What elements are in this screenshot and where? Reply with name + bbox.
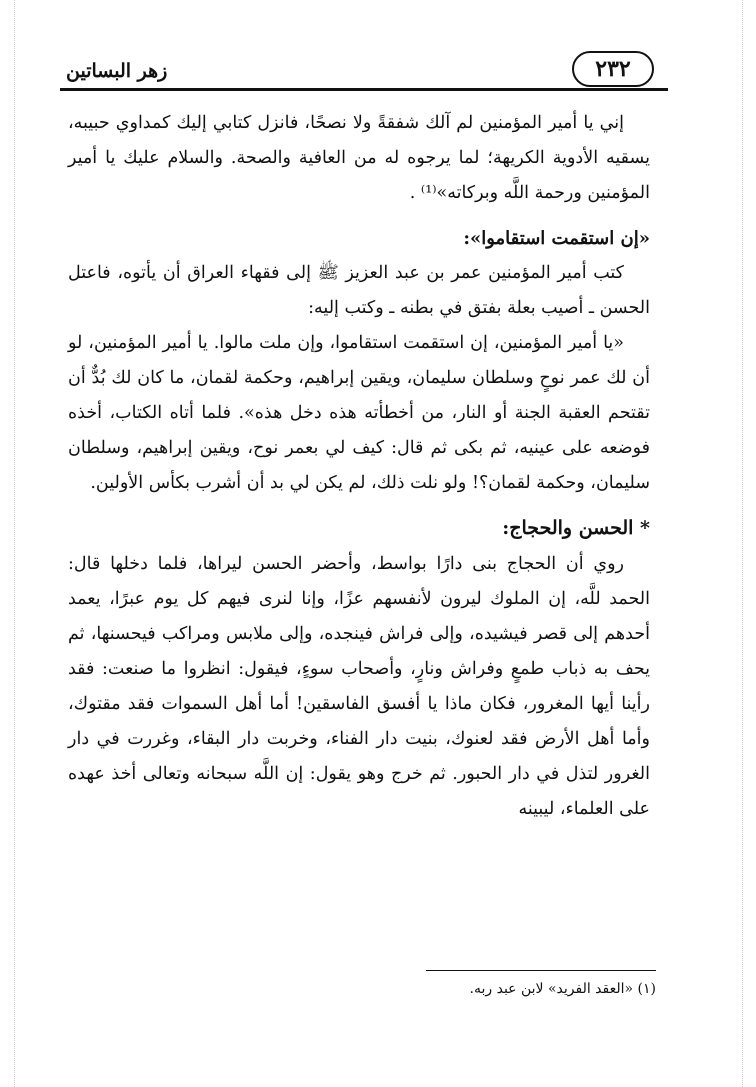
footnote: (١) «العقد الفريد» لابن عبد ربه. — [469, 981, 656, 997]
right-margin-dots — [742, 0, 743, 1087]
page-header — [60, 48, 668, 96]
running-title: زهر البساتين — [66, 60, 168, 82]
paragraph-hasan-reply: «يا أمير المؤمنين، إن استقمت استقاموا، وإن ملت مالوا. يا أمير المؤمنين، لو أن لك عمر نوحٍ وسلطان سليمان، ويقين إبراهيم، وحكمة لقمان، ما كان لك بُدٌّ أن تقتحم العقبة الجنة أو النار، من أخطأته هذه دخل هذه». فلما أتاه الكتاب، أخذه فوضعه على عينيه، ثم بكى ثم قال: كيف لي بعمر نوح، ويقين إبراهيم، وسلطان سليمان، وحكمة لقمان؟! ولو نلت ذلك، لم يكن لي بد أن أشرب بكأس الأولين. — [68, 333, 650, 493]
header-rule — [60, 88, 668, 91]
page-body — [68, 106, 650, 827]
paragraph-letter-end: إني يا أمير المؤمنين لم آلك شفقةً ولا نصحًا، فانزل كتابي إليك كمداوي حبيبه، يسقيه الأدوية الكريهة؛ لما يرجوه له من العافية والصحة. والسلام عليك يا أمير المؤمنين ورحمة اللَّه وبركاته»⁽¹⁾ . — [68, 113, 650, 203]
section-heading-if-you-stay-upright: «إن استقمت استقاموا»: — [463, 228, 650, 249]
paragraph-hajjaj-house: روي أن الحجاج بنى دارًا بواسط، وأحضر الحسن ليراها، فلما دخلها قال: الحمد للَّه، إن الملوك ليرون لأنفسهم عزًا، وإنا لنرى فيهم كل يوم عبرًا، يعمد أحدهم إلى قصر فيشيده، وإلى فراش فينجده، وإلى ملابس ومراكب فيحسنها، ثم يحف به ذباب طمعٍ وفراش ونارٍ، وأصحاب سوءٍ، فيقول: انظروا ما صنعت: فقد رأينا أيها المغرور، فكان ماذا يا أفسق الفاسقين! أما أهل السموات فقد مقتوك، وأما أهل الأرض فقد لعنوك، بنيت دار الفناء، وخربت دار البقاء، وغررت في دار الغرور لتذل في دار الحبور. ثم خرج وهو يقول: إن اللَّه سبحانه وتعالى أخذ عهده على العلماء، ليبينه — [68, 554, 650, 819]
section-heading-hasan-and-hajjaj: * الحسن والحجاج: — [502, 517, 650, 539]
paragraph-umar-letter: كتب أمير المؤمنين عمر بن عبد العزيز ﷺ إلى فقهاء العراق أن يأتوه، فاعتل الحسن ـ أصيب بعلة بفتق في بطنه ـ وكتب إليه: — [68, 263, 650, 318]
left-margin-dots — [14, 0, 15, 1087]
page-number-badge: ٢٣٢ — [572, 51, 654, 87]
footnote-rule — [426, 970, 656, 971]
